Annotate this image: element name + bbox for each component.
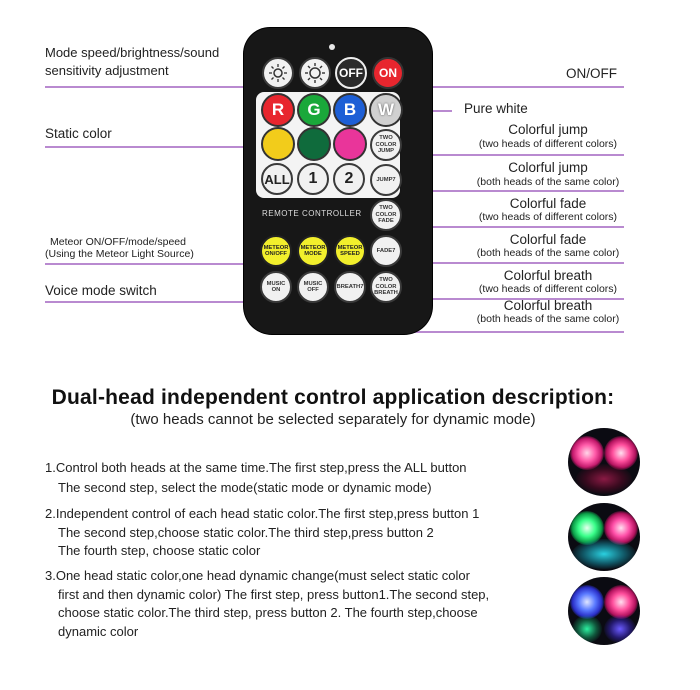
jump-both-title: Colorful jump [508, 160, 588, 175]
fade-both-leader-line [400, 262, 624, 264]
jump-two-title: Colorful jump [508, 122, 588, 137]
dual-head-image-3 [568, 577, 640, 645]
description-subtitle: (two heads cannot be selected separately for dynamic mode) [130, 411, 536, 428]
step3-line2: first and then dynamic color) The first step, press button1.The second step, [58, 587, 490, 602]
meteor-label-line1: Meteor ON/OFF/mode/speed [50, 236, 186, 248]
button-1[interactable]: 1 [297, 163, 329, 195]
fade7-button[interactable]: FADE7 [370, 235, 402, 267]
jump-both-sub: (both heads of the same color) [476, 176, 620, 188]
step3-line3: choose static color.The third step, press button 2. The fourth step,choose [58, 605, 478, 620]
dark-green-button[interactable] [297, 127, 331, 161]
mode-speed-leader-line [45, 86, 270, 88]
white-button[interactable]: W [369, 93, 403, 127]
pink-button[interactable] [333, 127, 367, 161]
jump7-button[interactable]: JUMP7 [370, 164, 402, 196]
mode-speed-label-line1: Mode speed/brightness/sound [45, 45, 220, 60]
step3-line4: dynamic color [58, 624, 139, 639]
voice-mode-leader-line [45, 301, 270, 303]
remote-ir-indicator [329, 44, 335, 50]
pure-white-label: Pure white [464, 101, 528, 116]
jump-both-leader-line [400, 190, 624, 192]
description-title: Dual-head independent control application description: [51, 386, 615, 409]
sun-large-icon [304, 62, 326, 84]
meteor-onoff-button[interactable]: METEOR ON/OFF [260, 235, 292, 267]
mode-speed-label-line2: sensitivity adjustment [45, 63, 169, 78]
meteor-mode-button[interactable]: METEOR MODE [297, 235, 329, 267]
step2-line2: The second step,choose static color.The third step,press button 2 [58, 525, 434, 540]
green-button[interactable]: G [297, 93, 331, 127]
dual-head-image-1 [568, 428, 640, 496]
off-button[interactable]: OFF [335, 57, 367, 89]
on-off-leader-line [400, 86, 624, 88]
brightness-down-button[interactable] [262, 57, 294, 89]
step1-line1: 1.Control both heads at the same time.The first step,press the ALL button [45, 460, 467, 475]
static-color-leader-line [45, 146, 270, 148]
on-button[interactable]: ON [372, 57, 404, 89]
all-button[interactable]: ALL [261, 163, 293, 195]
step2-line3: The fourth step, choose static color [58, 543, 261, 558]
sun-small-icon [268, 63, 288, 83]
step2-line1: 2.Independent control of each head static color.The first step,press button 1 [45, 506, 480, 521]
step3-line1: 3.One head static color,one head dynamic change(must select static color [45, 568, 470, 583]
music-on-button[interactable]: MUSIC ON [260, 271, 292, 303]
brightness-up-button[interactable] [299, 57, 331, 89]
two-color-breath-button[interactable]: TWO COLOR BREATH [370, 271, 402, 303]
step1-line2: The second step, select the mode(static mode or dynamic mode) [58, 480, 432, 495]
two-color-jump-button[interactable]: TWO COLOR JUMP [370, 129, 402, 161]
two-color-fade-button[interactable]: TWO COLOR FADE [370, 199, 402, 231]
breath-two-title: Colorful breath [503, 268, 593, 283]
static-color-label: Static color [45, 126, 112, 141]
jump-two-sub: (two heads of different colors) [478, 138, 618, 150]
button-2[interactable]: 2 [333, 163, 365, 195]
music-off-button[interactable]: MUSIC OFF [297, 271, 329, 303]
remote-controller-label: REMOTE CONTROLLER [262, 209, 362, 218]
fade-both-sub: (both heads of the same color) [476, 247, 620, 259]
red-button[interactable]: R [261, 93, 295, 127]
fade-two-sub: (two heads of different colors) [478, 211, 618, 223]
blue-button[interactable]: B [333, 93, 367, 127]
meteor-speed-button[interactable]: METEOR SPEED [334, 235, 366, 267]
fade-two-leader-line [400, 226, 624, 228]
breath-two-sub: (two heads of different colors) [478, 283, 618, 295]
breath-both-title: Colorful breath [503, 298, 593, 313]
voice-mode-label: Voice mode switch [45, 283, 157, 298]
meteor-leader-line [45, 263, 270, 265]
breath-both-sub: (both heads of the same color) [476, 313, 620, 325]
dual-head-image-2 [568, 503, 640, 571]
on-off-label: ON/OFF [566, 66, 617, 81]
yellow-button[interactable] [261, 127, 295, 161]
fade-two-title: Colorful fade [509, 196, 587, 211]
breath7-button[interactable]: BREATH7 [334, 271, 366, 303]
fade-both-title: Colorful fade [509, 232, 587, 247]
meteor-label-line2: (Using the Meteor Light Source) [45, 248, 194, 260]
